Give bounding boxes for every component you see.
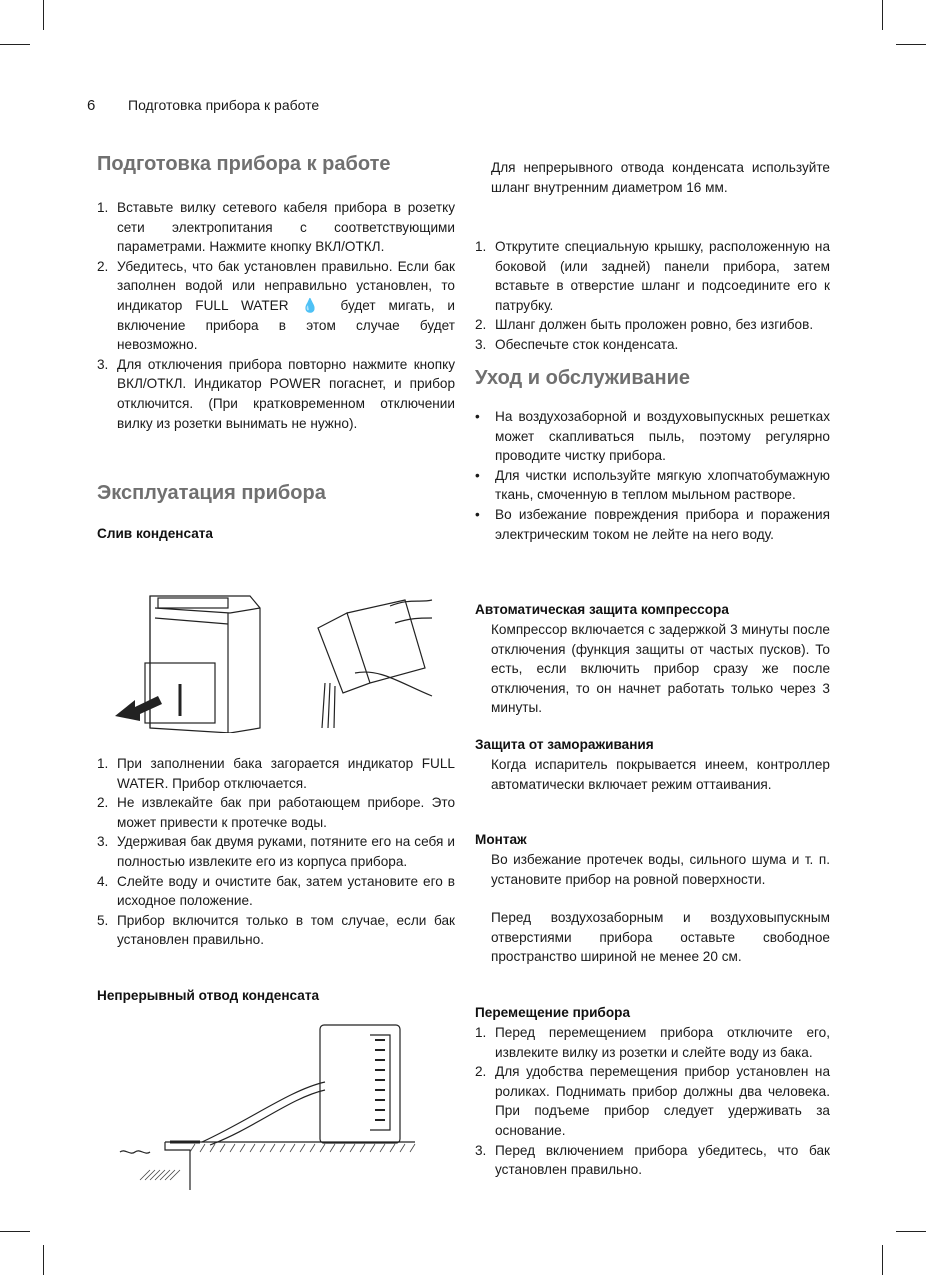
- drain-list: [97, 754, 455, 950]
- list-item: 4. Слейте воду и очистите бак, затем установите его в исходное положение.: [97, 873, 455, 909]
- list-item: 2. Не извлекайте бак при работающем приборе. Это может привести к протечке воды.: [97, 795, 455, 830]
- crop-mark: [882, 1245, 883, 1275]
- list-item: 3. Для отключения прибора повторно нажмите кнопку ВКЛ/ОТКЛ. Индикатор POWER погаснет, и прибор отключится. (При кратковременном отключении вилку из розетки вынимать не нужно).: [97, 356, 455, 431]
- item-text: Перед перемещением прибора отключите его, извлеките вилку из розетки и слейте воду из бака.: [495, 1025, 830, 1060]
- item-text: Прибор включится только в том случае, если бак установлен правильно.: [117, 912, 455, 948]
- list-item: • На воздухозаборной и воздуховыпускных решетках может скапливаться пыль, поэтому регулярно проводите чистку прибора.: [475, 409, 830, 464]
- hose-intro: Для непрерывного отвода конденсата используйте шланг внутренним диаметром 16 мм.: [491, 160, 830, 195]
- list-item: 5. Прибор включится только в том случае, если бак установлен правильно.: [97, 912, 455, 948]
- list-item: • Для чистки используйте мягкую хлопчатобумажную ткань, смоченную в теплом мыльном растворе.: [475, 467, 830, 503]
- item-text: Убедитесь, что бак установлен правильно. Если бак заполнен водой или неправильно установлен, то индикатор FULL WATER 💧 будет мигать, и включение прибора в этом случае будет невозможно.: [117, 258, 455, 353]
- page-number: 6: [87, 97, 96, 114]
- list-item: 2. Убедитесь, что бак установлен правильно. Если бак заполнен водой или неправильно установлен, то индикатор FULL WATER 💧 будет мигать, и включение прибора в этом случае будет невозможно.: [97, 258, 455, 353]
- subsection-title: Защита от замораживания: [475, 737, 654, 752]
- hose-list: [475, 237, 830, 355]
- list-item: 3. Обеспечьте сток конденсата.: [475, 336, 679, 352]
- item-text: На воздухозаборной и воздуховыпускных решетках может скапливаться пыль, поэтому регулярно проводите чистку прибора.: [495, 409, 830, 464]
- list-item: 2. Для удобства перемещения прибор установлен на роликах. Поднимать прибор должны два человека. При подъеме прибор следует удерживать за основание.: [475, 1064, 830, 1138]
- section-title: Эксплуатация прибора: [97, 482, 326, 504]
- compressor-text: Компрессор включается с задержкой 3 минуты после отключения (функция защиты от частых пусков). То есть, если включить прибор сразу же после отключения, то он начнет работать только через 3 минуты.: [491, 622, 830, 716]
- list-item: 1. Вставьте вилку сетевого кабеля прибора в розетку сети электропитания с соответствующими параметрами. Нажмите кнопку ВКЛ/ОТКЛ.: [97, 200, 455, 255]
- crop-mark: [896, 1231, 926, 1232]
- item-text: Для отключения прибора повторно нажмите кнопку ВКЛ/ОТКЛ. Индикатор POWER погаснет, и прибор отключится. (При кратковременном отключении вилку из розетки вынимать не нужно).: [117, 356, 455, 431]
- item-text: При заполнении бака загорается индикатор FULL WATER. Прибор отключается.: [117, 756, 455, 791]
- item-text: Для удобства перемещения прибор установлен на роликах. Поднимать прибор должны два человека. При подъеме прибор следует удерживать за основание.: [495, 1064, 830, 1138]
- subsection-title: Непрерывный отвод конденсата: [97, 988, 320, 1003]
- freeze-text: Когда испаритель покрывается инеем, контроллер автоматически включает режим оттаивания.: [491, 757, 830, 792]
- item-text: Вставьте вилку сетевого кабеля прибора в розетку сети электропитания с соответствующими параметрами. Нажмите кнопку ВКЛ/ОТКЛ.: [117, 200, 455, 255]
- crop-mark: [43, 0, 44, 30]
- list-item: 3. Удерживая бак двумя руками, потяните его на себя и полностью извлеките его из корпуса прибора.: [97, 834, 455, 869]
- move-list: [475, 1023, 830, 1180]
- list-item: 3. Перед включением прибора убедитесь, что бак установлен правильно.: [475, 1142, 830, 1178]
- list-item: • Во избежание повреждения прибора и поражения электрическим током не лейте на него воду.: [475, 506, 830, 542]
- subsection-title: Слив конденсата: [97, 526, 213, 541]
- care-bullets: [475, 407, 830, 544]
- item-text: Слейте воду и очистите бак, затем установите его в исходное положение.: [117, 873, 455, 909]
- crop-mark: [0, 44, 30, 45]
- section-title: Уход и обслуживание: [475, 367, 690, 389]
- item-text: Во избежание повреждения прибора и поражения электрическим током не лейте на него воду.: [495, 506, 830, 542]
- tank-removal-illustration: [110, 588, 440, 733]
- mount-text-2: Перед воздухозаборным и воздуховыпускным отверстиями прибора оставьте свободное пространство шириной не менее 20 см.: [491, 910, 830, 965]
- crop-mark: [43, 1245, 44, 1275]
- item-text: Удерживая бак двумя руками, потяните его на себя и полностью извлеките его из корпуса прибора.: [117, 834, 455, 869]
- list-item: 2. Шланг должен быть проложен ровно, без изгибов.: [475, 317, 814, 333]
- item-text: Не извлекайте бак при работающем приборе. Это может привести к протечке воды.: [117, 795, 455, 830]
- list-item: 1. При заполнении бака загорается индикатор FULL WATER. Прибор отключается.: [97, 756, 455, 791]
- item-text: Перед включением прибора убедитесь, что бак установлен правильно.: [495, 1142, 830, 1178]
- list-item: 1. Открутите специальную крышку, расположенную на боковой (или задней) панели прибора, затем вставьте в отверстие шланг и подсоедините его к патрубку.: [475, 239, 830, 313]
- crop-mark: [0, 1231, 30, 1232]
- subsection-title: Монтаж: [475, 832, 527, 847]
- setup-list: [97, 198, 455, 433]
- mount-text-1: Во избежание протечек воды, сильного шума и т. п. установите прибор на ровной поверхности.: [491, 852, 830, 887]
- item-text: Шланг должен быть проложен ровно, без изгибов.: [495, 317, 814, 333]
- hose-illustration: [110, 1020, 420, 1195]
- subsection-title: Перемещение прибора: [475, 1005, 631, 1020]
- subsection-title: Автоматическая защита компрессора: [475, 602, 729, 617]
- item-text: Обеспечьте сток конденсата.: [495, 336, 679, 352]
- item-text: Для чистки используйте мягкую хлопчатобумажную ткань, смоченную в теплом мыльном растворе.: [495, 467, 830, 503]
- section-title: Подготовка прибора к работе: [97, 153, 391, 175]
- list-item: 1. Перед перемещением прибора отключите его, извлеките вилку из розетки и слейте воду из бака.: [475, 1025, 830, 1060]
- crop-mark: [896, 44, 926, 45]
- running-title: Подготовка прибора к работе: [128, 97, 320, 113]
- crop-mark: [882, 0, 883, 30]
- item-text: Открутите специальную крышку, расположенную на боковой (или задней) панели прибора, затем вставьте в отверстие шланг и подсоедините его к патрубку.: [495, 239, 830, 313]
